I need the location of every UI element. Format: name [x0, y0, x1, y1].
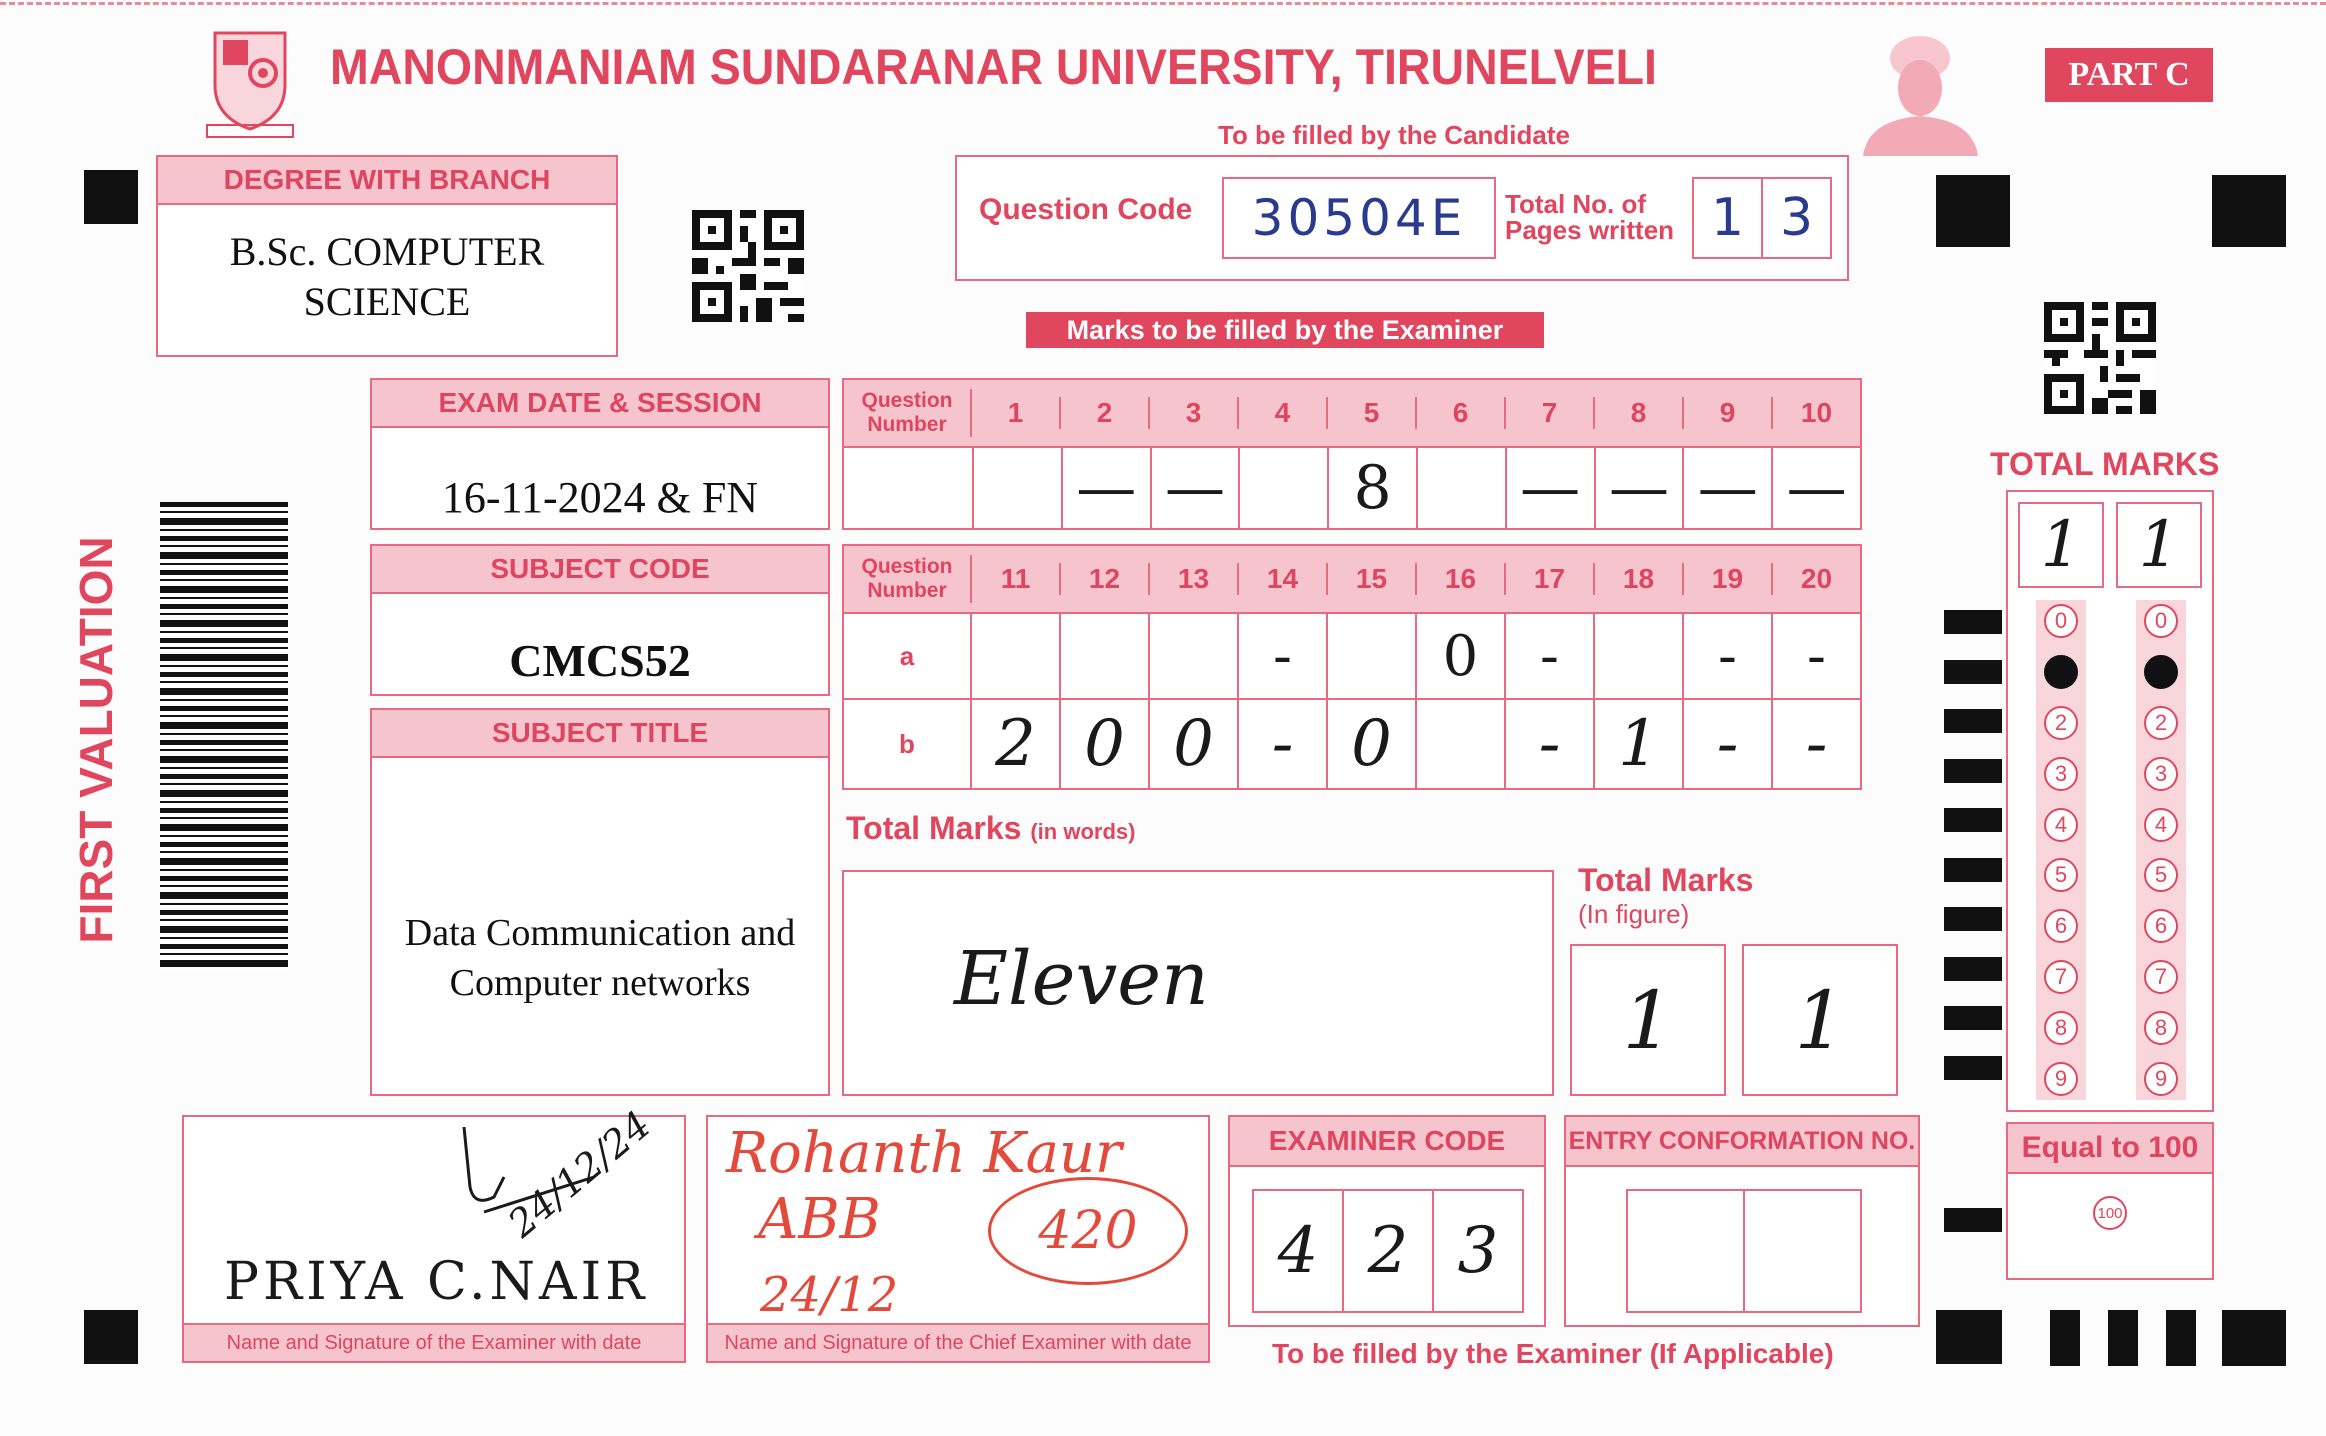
total-figure-digit-2[interactable]: 1 — [1742, 944, 1898, 1096]
mark-bubble[interactable]: 2 — [2044, 706, 2078, 740]
question-number-cell: 7 — [1506, 397, 1595, 429]
qr-code-icon — [2044, 302, 2156, 414]
question-number-cell: 11 — [972, 563, 1061, 595]
timing-mark — [1944, 709, 2002, 733]
mark-cell-a[interactable]: 0 — [1417, 614, 1506, 698]
question-number-cell: 13 — [1150, 563, 1239, 595]
part-a-label: a — [844, 614, 972, 698]
examiner-sign-date: 24/12/24 — [499, 1102, 659, 1246]
mark-bubble[interactable]: 0 — [2144, 604, 2178, 638]
degree-line-2: SCIENCE — [303, 279, 471, 324]
timing-mark — [2050, 1310, 2080, 1366]
mark-cell-b[interactable]: 0 — [1328, 700, 1417, 788]
mark-bubble[interactable]: 6 — [2144, 909, 2178, 943]
registration-mark — [84, 170, 138, 224]
timing-marks — [1944, 610, 2002, 1090]
question-number-cell: 19 — [1684, 563, 1773, 595]
subject-title-line-1: Data Communication and — [404, 912, 796, 954]
question-number-header: Question Number — [844, 389, 972, 437]
equal-to-100-label: Equal to 100 — [2008, 1124, 2212, 1174]
timing-mark — [1944, 759, 2002, 783]
mark-bubble[interactable]: 4 — [2144, 808, 2178, 842]
mark-bubble[interactable]: 2 — [2144, 706, 2178, 740]
examiner-name[interactable]: PRIYA C.NAIR — [224, 1252, 649, 1312]
examiner-code-digit[interactable]: 4 — [1254, 1191, 1344, 1311]
subject-code-box — [370, 544, 830, 696]
mark-cell[interactable]: — — [1786, 453, 1847, 523]
question-number-header: Question Number — [844, 555, 972, 603]
mark-bubble[interactable]: 3 — [2044, 757, 2078, 791]
total-figure-label: Total Marks (In figure) — [1578, 862, 1754, 929]
founder-portrait-image — [1858, 28, 1983, 156]
exam-date-value: 16-11-2024 & FN — [441, 473, 759, 522]
chief-date: 24/12 — [760, 1267, 899, 1323]
subject-title-line-2: Computer networks — [449, 962, 751, 1004]
timing-mark — [1944, 957, 2002, 981]
question-number-cell: 17 — [1506, 563, 1595, 595]
total-marks-digit-1[interactable]: 1 — [2018, 502, 2104, 588]
total-figure-digit-1[interactable]: 1 — [1570, 944, 1726, 1096]
timing-mark — [2222, 1310, 2286, 1366]
mark-cell[interactable]: — — [1152, 448, 1241, 528]
question-code-value[interactable]: 30504E — [1251, 189, 1467, 247]
chief-code-circle: 420 — [988, 1177, 1188, 1285]
question-number-cell: 12 — [1061, 563, 1150, 595]
degree-label: DEGREE WITH BRANCH — [158, 157, 616, 205]
bubble-100[interactable]: 100 — [2093, 1196, 2127, 1230]
footer-note: To be filled by the Examiner (If Applicable) — [1272, 1338, 1834, 1369]
chief-signature-box — [706, 1115, 1210, 1363]
timing-mark — [1944, 1056, 2002, 1080]
mark-bubble[interactable]: 5 — [2044, 858, 2078, 892]
question-number-cell: 18 — [1595, 563, 1684, 595]
subject-title-label: SUBJECT TITLE — [372, 710, 828, 758]
mark-bubble[interactable]: 9 — [2044, 1062, 2078, 1096]
examiner-signature-caption: Name and Signature of the Examiner with date — [184, 1323, 684, 1361]
mark-cell-b[interactable]: - — [1239, 700, 1328, 788]
total-marks-panel — [2006, 490, 2214, 1112]
first-valuation-label: FIRST VALUATION — [70, 536, 122, 944]
mark-cell[interactable] — [1418, 448, 1507, 528]
degree-line-1: B.Sc. COMPUTER — [229, 229, 545, 274]
mark-cell-b[interactable]: - — [1805, 707, 1828, 781]
mark-bubble[interactable]: 0 — [2044, 604, 2078, 638]
question-number-cell: 1 — [972, 397, 1061, 429]
mark-cell-a[interactable]: - — [1807, 623, 1826, 689]
examiner-signature-box — [182, 1102, 686, 1363]
question-number-cell: 2 — [1061, 397, 1150, 429]
timing-mark — [1944, 858, 2002, 882]
mark-cell-b[interactable]: - — [1506, 700, 1595, 788]
mark-cell[interactable]: — — [1507, 448, 1596, 528]
question-number-cell: 14 — [1239, 563, 1328, 595]
exam-date-label: EXAM DATE & SESSION — [372, 380, 828, 428]
degree-box — [156, 155, 618, 357]
candidate-note: To be filled by the Candidate — [1218, 120, 1570, 150]
entry-conformation-box — [1564, 1115, 1920, 1327]
timing-mark — [1944, 907, 2002, 931]
mark-cell[interactable]: — — [1063, 448, 1152, 528]
mark-cell-b[interactable]: 0 — [1061, 700, 1150, 788]
mark-cell-b[interactable]: 1 — [1595, 700, 1684, 788]
timing-mark — [1944, 1208, 2002, 1232]
mark-cell[interactable]: — — [1684, 448, 1773, 528]
timing-mark — [2108, 1310, 2138, 1366]
examiner-code-digit[interactable]: 2 — [1344, 1191, 1434, 1311]
question-number-cell: 3 — [1150, 397, 1239, 429]
timing-mark — [1944, 660, 2002, 684]
question-number-cell: 10 — [1800, 397, 1833, 428]
question-number-cell: 20 — [1800, 563, 1833, 594]
question-code-label: Question Code — [979, 193, 1193, 226]
subject-code-value: CMCS52 — [509, 635, 691, 686]
mark-bubble[interactable] — [2044, 655, 2078, 689]
question-number-cell: 15 — [1328, 563, 1417, 595]
exam-date-box — [370, 378, 830, 530]
mark-cell[interactable] — [1240, 448, 1329, 528]
timing-mark — [2166, 1310, 2196, 1366]
mark-cell[interactable] — [974, 448, 1063, 528]
mark-cell-b[interactable]: 0 — [1150, 700, 1239, 788]
mark-cell-a[interactable] — [1061, 614, 1150, 698]
equal-to-100-box — [2006, 1122, 2214, 1280]
mark-bubble[interactable]: 7 — [2144, 960, 2178, 994]
registration-mark — [1936, 175, 2010, 247]
mark-bubble[interactable]: 4 — [2044, 808, 2078, 842]
mark-bubble[interactable]: 8 — [2044, 1011, 2078, 1045]
examiner-banner: Marks to be filled by the Examiner — [1026, 312, 1544, 348]
mark-cell-a[interactable] — [1150, 614, 1239, 698]
timing-mark — [1944, 1006, 2002, 1030]
question-number-cell: 16 — [1417, 563, 1506, 595]
question-code-box — [955, 155, 1849, 281]
registration-mark — [2212, 175, 2286, 247]
university-title: MANONMANIAM SUNDARANAR UNIVERSITY, TIRUNELVELI — [330, 39, 1657, 95]
mark-cell-b[interactable]: - — [1684, 700, 1773, 788]
mark-cell-a[interactable] — [1595, 614, 1684, 698]
timing-mark — [1944, 808, 2002, 832]
pages-written-label: Total No. of Pages written — [1505, 189, 1675, 245]
mark-cell-a[interactable]: - — [1239, 614, 1328, 698]
part-b-label: b — [844, 700, 972, 788]
question-number-cell: 5 — [1328, 397, 1417, 429]
pages-digit-2[interactable]: 3 — [1779, 188, 1814, 248]
total-marks-panel-label: TOTAL MARKS — [1990, 446, 2220, 482]
question-number-cell: 8 — [1595, 397, 1684, 429]
mark-bubble[interactable] — [2144, 655, 2178, 689]
marks-grid-2 — [842, 544, 1862, 790]
mark-bubble[interactable]: 3 — [2144, 757, 2178, 791]
question-number-cell: 4 — [1239, 397, 1328, 429]
mark-cell-a[interactable] — [1328, 614, 1417, 698]
timing-mark — [1944, 610, 2002, 634]
mark-bubble[interactable]: 8 — [2144, 1011, 2178, 1045]
mark-bubble[interactable]: 9 — [2144, 1062, 2178, 1096]
part-badge: PART C — [2045, 48, 2213, 102]
chief-name[interactable]: Rohanth Kaur — [726, 1121, 1122, 1186]
total-words-value[interactable]: Eleven — [954, 936, 1209, 1022]
chief-signature-caption: Name and Signature of the Chief Examiner with date — [708, 1323, 1208, 1361]
examiner-code-digit[interactable]: 3 — [1457, 1214, 1499, 1288]
mark-cell-a[interactable]: - — [1684, 614, 1773, 698]
entry-conformation-label: ENTRY CONFORMATION NO. — [1566, 1117, 1918, 1167]
question-number-cell: 6 — [1417, 397, 1506, 429]
university-crest-logo — [205, 25, 295, 140]
entry-conformation-cell[interactable] — [1745, 1191, 1860, 1311]
mark-bubble[interactable]: 7 — [2044, 960, 2078, 994]
mark-cell-b[interactable]: 2 — [972, 700, 1061, 788]
marks-grid-1 — [842, 378, 1862, 530]
total-marks-digit-2[interactable]: 1 — [2116, 502, 2202, 588]
subject-code-label: SUBJECT CODE — [372, 546, 828, 594]
total-words-box — [842, 870, 1554, 1096]
registration-mark — [1936, 1310, 2002, 1364]
mark-bubble[interactable]: 5 — [2144, 858, 2178, 892]
chief-note: ABB — [758, 1187, 881, 1252]
mark-cell[interactable]: 8 — [1329, 448, 1418, 528]
pages-digit-1[interactable]: 1 — [1694, 179, 1763, 257]
examiner-code-label: EXAMINER CODE — [1230, 1117, 1544, 1167]
question-number-cell: 9 — [1684, 397, 1773, 429]
mark-cell[interactable]: — — [1596, 448, 1685, 528]
mark-bubble[interactable]: 6 — [2044, 909, 2078, 943]
barcode-image — [160, 502, 288, 970]
total-words-label: Total Marks (in words) — [846, 810, 1136, 846]
subject-title-box — [370, 708, 830, 1096]
mark-cell-b[interactable] — [1417, 700, 1506, 788]
top-dashed-border — [0, 2, 2326, 5]
qr-code-icon — [692, 210, 804, 322]
mark-cell-a[interactable]: - — [1506, 614, 1595, 698]
registration-mark — [84, 1310, 138, 1364]
entry-conformation-cell[interactable] — [1628, 1191, 1745, 1311]
mark-cell-a[interactable] — [972, 614, 1061, 698]
examiner-code-box — [1228, 1115, 1546, 1327]
